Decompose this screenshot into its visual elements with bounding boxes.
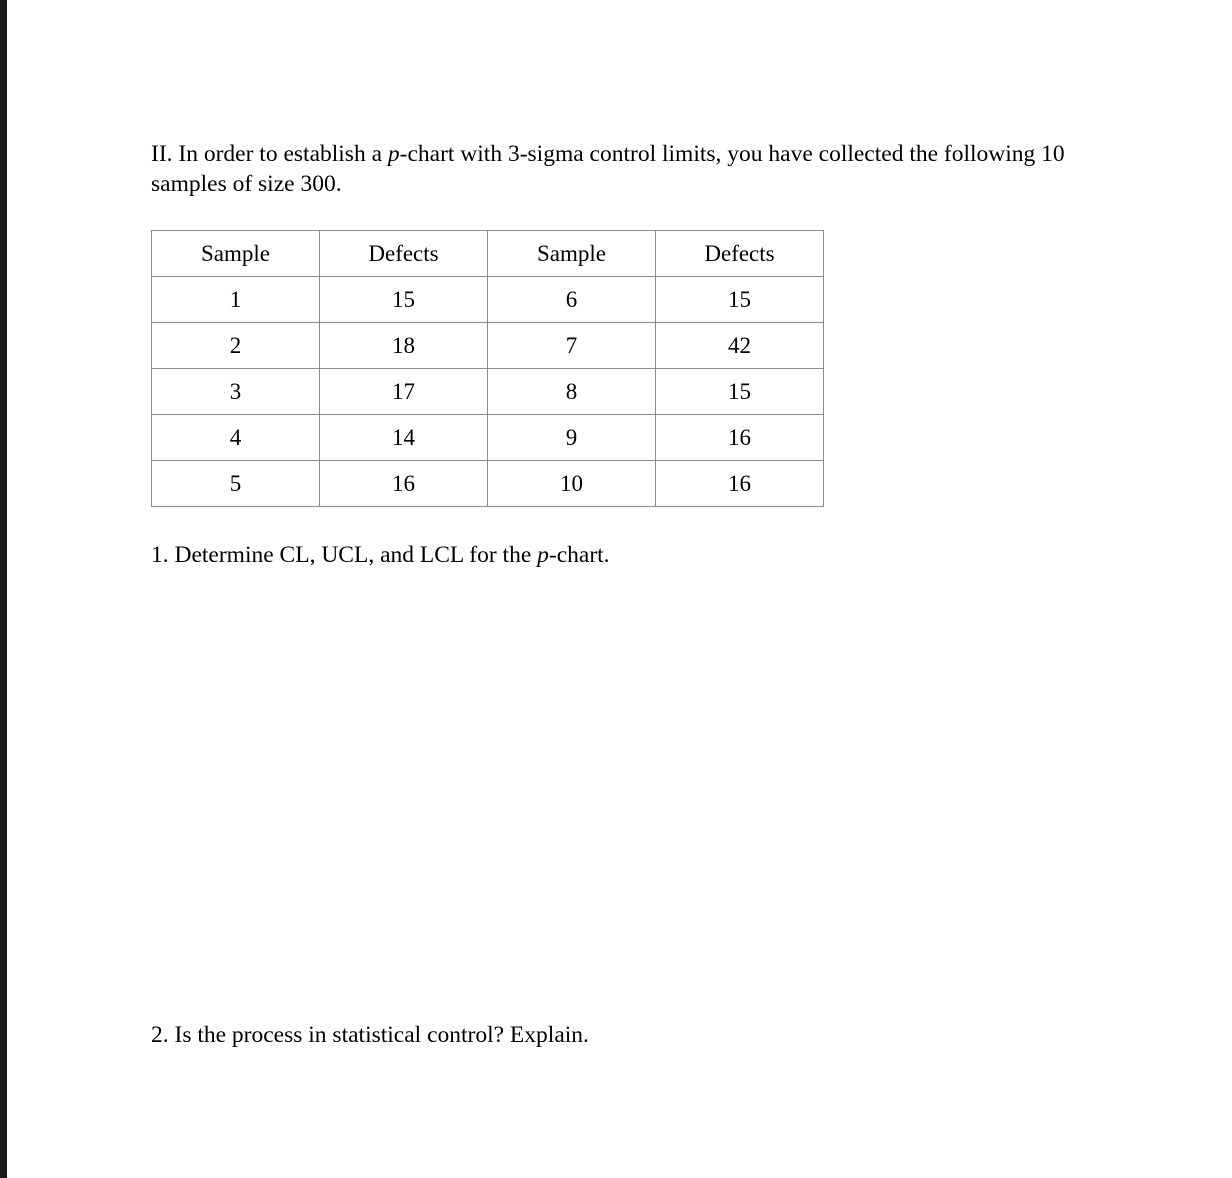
table-cell: 18 bbox=[320, 323, 488, 369]
table-cell: 10 bbox=[488, 461, 656, 507]
table-cell: 15 bbox=[656, 369, 824, 415]
question-1 bbox=[151, 540, 610, 570]
intro-italic-p: p bbox=[387, 141, 400, 167]
problem-intro bbox=[151, 139, 1111, 199]
table-cell: 9 bbox=[488, 415, 656, 461]
table-cell: 15 bbox=[656, 277, 824, 323]
table-cell: 1 bbox=[152, 277, 320, 323]
header-defects-1: Defects bbox=[320, 231, 488, 277]
question-2: 2. Is the process in statistical control? Explain. bbox=[151, 1022, 589, 1048]
table-cell: 4 bbox=[152, 415, 320, 461]
table-row bbox=[152, 461, 824, 507]
table-cell: 8 bbox=[488, 369, 656, 415]
header-defects-2: Defects bbox=[656, 231, 824, 277]
question-1-part1: 1. Determine CL, UCL, and LCL for the bbox=[151, 542, 538, 568]
table-cell: 6 bbox=[488, 277, 656, 323]
left-edge-bar bbox=[0, 0, 7, 1178]
table-cell: 16 bbox=[656, 461, 824, 507]
table-cell: 5 bbox=[152, 461, 320, 507]
table-cell: 7 bbox=[488, 323, 656, 369]
table-header-row bbox=[152, 231, 824, 277]
header-sample-2: Sample bbox=[488, 231, 656, 277]
question-1-part2: -chart. bbox=[548, 542, 610, 568]
table-cell: 15 bbox=[320, 277, 488, 323]
table-cell: 16 bbox=[656, 415, 824, 461]
question-1-italic-p: p bbox=[537, 542, 549, 568]
intro-text-part2: -chart with 3-sigma control limits, you have collected the following 10 samples of size 300. bbox=[151, 141, 1065, 197]
header-sample-1: Sample bbox=[152, 231, 320, 277]
table-cell: 16 bbox=[320, 461, 488, 507]
table-row bbox=[152, 323, 824, 369]
defects-table bbox=[151, 230, 824, 507]
table-cell: 42 bbox=[656, 323, 824, 369]
table-cell: 14 bbox=[320, 415, 488, 461]
table-cell: 3 bbox=[152, 369, 320, 415]
table-row bbox=[152, 369, 824, 415]
table-cell: 17 bbox=[320, 369, 488, 415]
intro-text-part1: II. In order to establish a bbox=[151, 141, 388, 167]
table-cell: 2 bbox=[152, 323, 320, 369]
table-row bbox=[152, 277, 824, 323]
table-row bbox=[152, 415, 824, 461]
